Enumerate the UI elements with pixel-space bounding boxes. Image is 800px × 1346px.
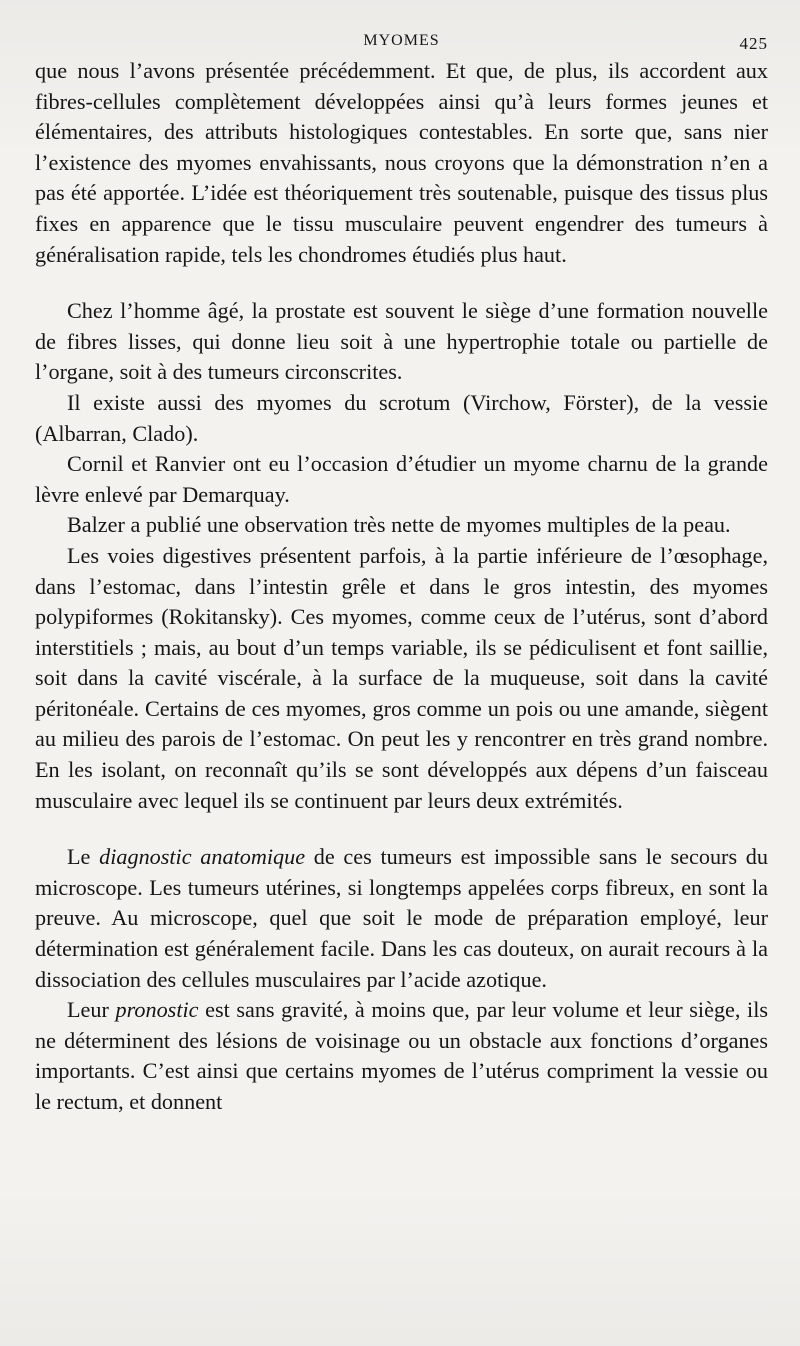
paragraph-text: Leur bbox=[67, 997, 116, 1023]
paragraph-scrotum bbox=[35, 388, 768, 449]
paragraph-text: Balzer a publié une observation très nette de myomes multiples de la peau. bbox=[67, 512, 731, 538]
paragraph-text: que nous l’avons présentée précédemment. Et que, de plus, ils accordent aux fibres-cellules complètement développées ainsi qu’à leurs formes jeunes et élémentaires, des attributs histologiques contestables. En sorte que, sans nier l’existence des myomes envahissants, nous croyons que la démonstration n’en a pas été apportée. L’idée est théoriquement très soutenable, puisque des tissus plus fixes en apparence que le tissu musculaire peuvent engendrer des tumeurs à généralisation rapide, tels les chondromes étudiés plus haut. bbox=[35, 58, 768, 267]
paragraph-balzer bbox=[35, 510, 768, 541]
paragraph-diagnostic bbox=[35, 842, 768, 995]
page-number: 425 bbox=[739, 34, 768, 53]
paragraph-text: Les voies digestives présentent parfois, à la partie inférieure de l’œsophage, dans l’estomac, dans l’intestin grêle et dans le gros intestin, des myomes polypiformes (Rokitansky). Ces myomes, comme ceux de l’utérus, sont d’abord interstitiels ; mais, au bout d’un temps variable, ils se pédiculisent et font saillie, soit dans la cavité viscérale, à la surface de la muqueuse, soit dans la cavité péritonéale. Certains de ces myomes, gros comme un pois ou une amande, siègent au milieu des parois de l’estomac. On peut les y rencontrer en très grand nombre. En les isolant, on reconnaît qu’ils se sont développés aux dépens d’un faisceau musculaire avec lequel ils se continuent par leurs deux extrémités. bbox=[35, 542, 768, 813]
paragraph-text: est sans gravité, à moins que, par leur volume et leur siège, ils ne déterminent des lésions de voisinage ou un obstacle aux fonctions d’organes importants. C’est ainsi que certains myomes de l’utérus compriment la vessie ou le rectum, et donnent bbox=[35, 997, 768, 1114]
paragraph-text: de ces tumeurs est impossible sans le secours du microscope. Les tumeurs utérines, si longtemps appelées corps fibreux, en sont la preuve. Au microscope, quel que soit le mode de préparation employé, leur détermination est généralement facile. Dans les cas douteux, on aurait recours à la dissociation des cellules musculaires par l’acide azotique. bbox=[35, 844, 768, 992]
paragraph-text: Il existe aussi des myomes du scrotum (Virchow, Förster), de la vessie (Albarran, Clado). bbox=[35, 389, 768, 446]
italic-term: diagnostic anatomique bbox=[99, 844, 306, 870]
paragraph-text: Le bbox=[67, 844, 100, 870]
paragraph-text: Chez l’homme âgé, la prostate est souvent le siège d’une formation nouvelle de fibres lisses, qui donne lieu soit à une hypertrophie totale ou partielle de l’organe, soit à des tumeurs circonscrites. bbox=[35, 298, 768, 385]
paragraph-digestive bbox=[35, 541, 768, 816]
paragraph-pronostic bbox=[35, 995, 768, 1117]
running-header bbox=[35, 26, 768, 56]
body-text bbox=[35, 56, 768, 1118]
italic-term: pronostic bbox=[115, 997, 199, 1023]
paragraph-continuation bbox=[35, 56, 768, 270]
paragraph-cornil-ranvier bbox=[35, 449, 768, 510]
paragraph-text: Cornil et Ranvier ont eu l’occasion d’étudier un myome charnu de la grande lèvre enlevé par Demarquay. bbox=[35, 451, 768, 507]
paragraph-prostate bbox=[35, 296, 768, 388]
running-title: MYOMES bbox=[363, 32, 440, 49]
